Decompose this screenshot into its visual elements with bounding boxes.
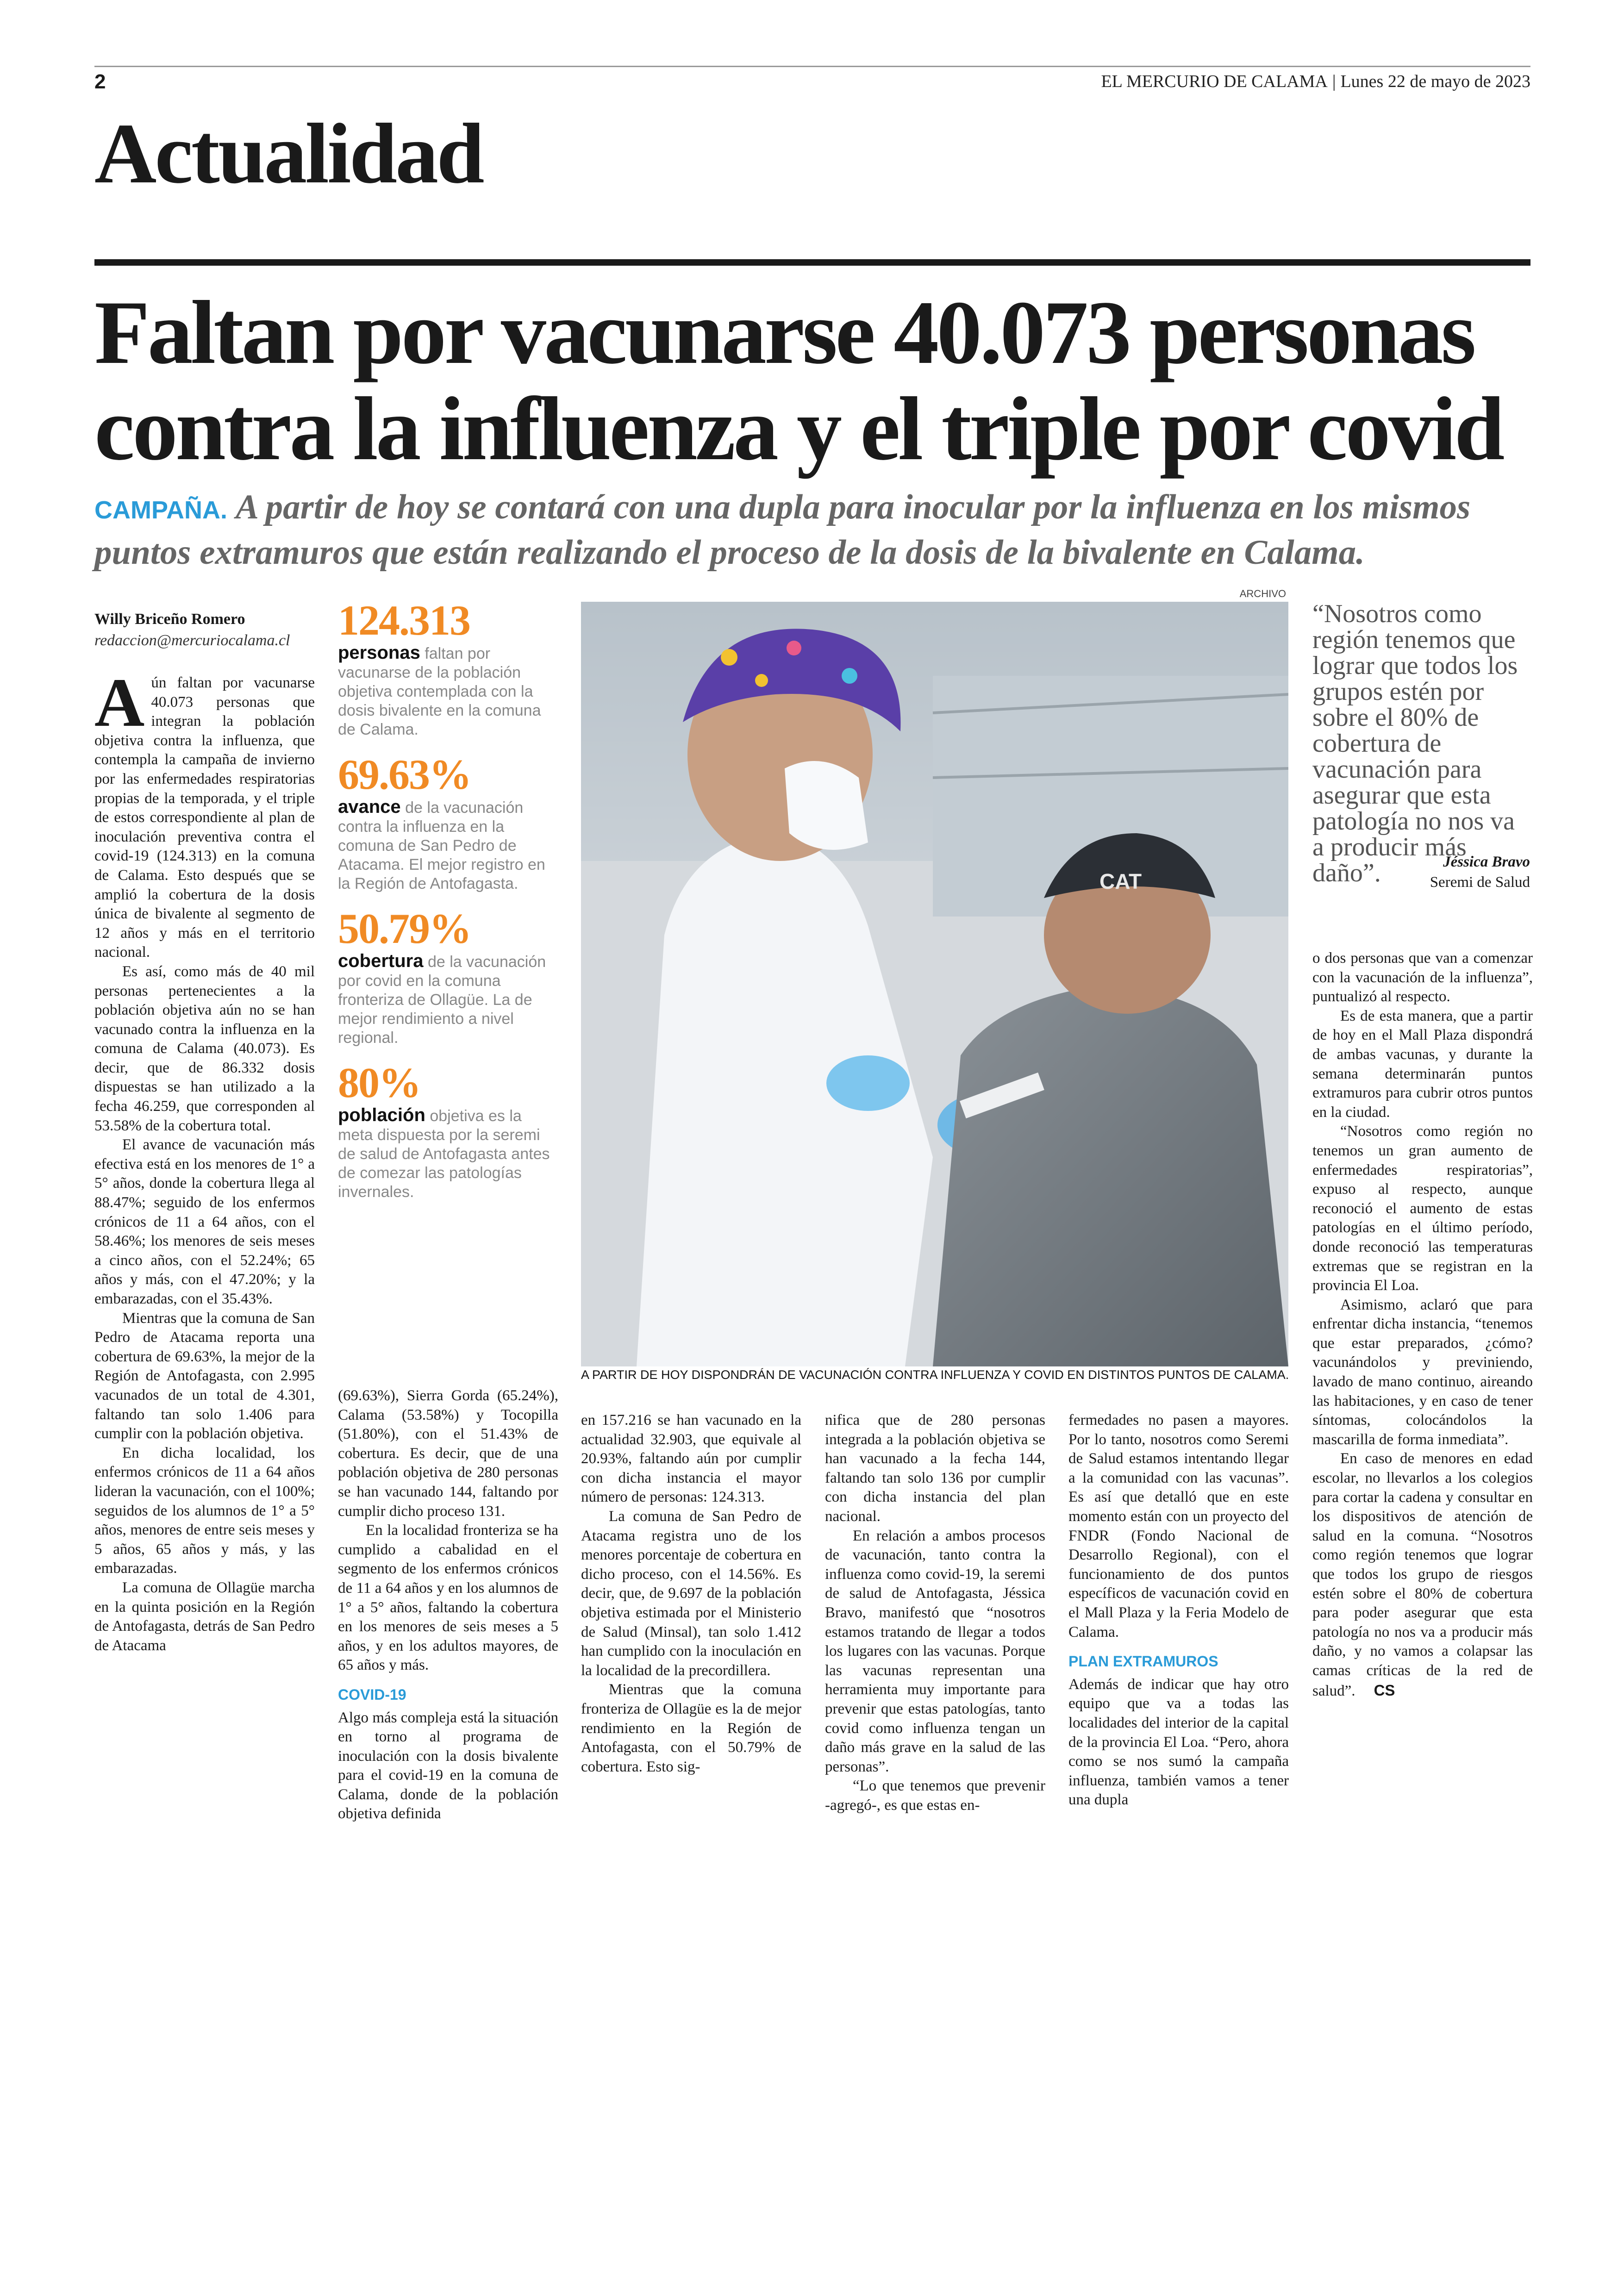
body-paragraph: Además de indicar que hay otro equipo que va a todas las localidades del interior de la capital de la provincia El Loa. “Pero, ahora como se nos sumó la campaña influenza, también vamos a tener una dupla — [1068, 1676, 1289, 1809]
body-column-1 — [94, 664, 315, 1655]
stat-number: 124.313 — [338, 597, 470, 644]
section-rule — [94, 259, 1530, 266]
subhead-covid: COVID-19 — [338, 1686, 406, 1703]
body-paragraph: Algo más compleja está la situación en torno al programa de inoculación con la dosis bivalente para el covid-19 en la comuna de Calama, donde de la población objetiva definida — [338, 1709, 558, 1822]
body-paragraph: o dos personas que van a comenzar con la vacunación de la influenza”, puntualizó al respecto. — [1312, 950, 1533, 1005]
stat-description: cobertura de la vacunación por covid en la comuna fronteriza de Ollagüe. La de mejor rendimiento a nivel regional. — [338, 951, 546, 1047]
body-paragraph: nifica que de 280 personas integrada a la población objetiva se han vacunado a la fecha 144, faltando tan solo 136 por cumplir con dicha instancia del plan nacional. — [825, 1412, 1045, 1525]
body-paragraph: Aún faltan por vacunarse 40.073 personas que integran la población objetiva contra la influenza, que contempla la campaña de invierno por las enfermedades respiratorias propias de la temporada, y el triple de estos correspondiente al plan de inoculación preventiva contra el covid-19 (124.313) en la comuna de Calama. Esto después que se amplió la cobertura de la dosis única de bivalente al segmento de 12 años y más en el territorio nacional. — [94, 664, 315, 961]
headline-line-2: contra la influenza y el triple por covid — [94, 379, 1503, 479]
newspaper-name: EL MERCURIO DE CALAMA — [1101, 72, 1328, 91]
lead-paragraph — [94, 486, 1530, 574]
stat-item — [338, 905, 556, 1048]
body-column-5 — [1068, 1411, 1289, 1810]
body-paragraph: En relación a ambos procesos de vacunación, tanto contra la influenza como covid-19, la seremi de salud de Antofagasta, Jéssica Bravo, manifestó que “nosotros estamos tratando de llegar a todos los lugares con las vacunas. Porque las vacunas representan una herramienta muy importante para prevenir que estas patologías, tanto covid como influenza tengan un daño más grave en la salud de las personas”. — [825, 1527, 1045, 1775]
stat-item — [338, 1060, 556, 1202]
headline-line-1: Faltan por vacunarse 40.073 personas — [94, 282, 1474, 383]
stat-number: 80% — [338, 1059, 420, 1106]
pull-quote: “Nosotros como región tenemos que lograr que todos los grupos estén por sobre el 80% de cobertura de vacunación para asegurar que esta patología no nos va a producir más daño”. — [1312, 599, 1518, 887]
body-paragraph: Mientras que la comuna fronteriza de Ollagüe es la de mejor rendimiento en la Región de Antofagasta, con el 50.79% de cobertura. Esto sig- — [581, 1681, 801, 1775]
author-name: Willy Briceño Romero — [94, 611, 245, 628]
body-paragraph: En caso de menores en edad escolar, no llevarlos a los colegios para cortar la cadena y consultar en los dispositivos de atención de salud en la comuna. “Nosotros como región tenemos que lograr que todos los grupo de riesgos estén sobre el 80% de cobertura para poder asegurar que esta patología no nos va a producir más daño, y no vamos a colapsar las camas críticas de la red de salud”. CS — [1312, 1450, 1533, 1699]
body-paragraph: en 157.216 se han vacunado en la actualidad 32.903, que equivale al 20.93%, faltando aún por cumplir con dicha instancia el mayor número de personas: 124.313. — [581, 1412, 801, 1506]
news-photo — [581, 602, 1288, 1366]
body-paragraph: En dicha localidad, los enfermos crónicos de 11 a 64 años lideran la vacunación, con el 100%; seguidos de los alumnos de 1° a 5° años, menores de entre seis meses y 5 años, 65 años y más, y las embarazadas. — [94, 1444, 315, 1577]
stat-number: 50.79% — [338, 905, 471, 952]
body-column-2 — [338, 1386, 558, 1824]
vaccination-photo-illustration — [581, 602, 1288, 1366]
body-paragraph: Mientras que la comuna de San Pedro de Atacama reporta una cobertura de 69.63%, la mejor de la Región de Antofagasta, con 2.995 vacunados de un total de 4.301, faltando tan solo 1.406 para cumplir con la población objetiva. — [94, 1310, 315, 1442]
body-paragraph: En la localidad fronteriza se ha cumplido a cabalidad en el segmento de los enfermos crónicos de 11 a 64 años y en los alumnos de 1° a 5° años, faltando la cobertura en los menores de seis meses a 5 años, y en los adultos mayores, de 65 años y más. — [338, 1522, 558, 1674]
body-paragraph: La comuna de San Pedro de Atacama registra uno de los menores porcentaje de cobertura en dicho proceso, con el 14.56%. Es decir, que, de 9.697 de la población objetiva estimada por el Ministerio de Salud (Minsal), tan solo 1.412 han cumplido con la inoculación en la localidad de la precordillera. — [581, 1508, 801, 1679]
photo-credit: ARCHIVO — [1239, 588, 1286, 599]
section-title: Actualidad — [94, 106, 483, 201]
lead-text: A partir de hoy se contará con una dupla para inocular por la influenza en los mismos puntos extramuros que están realizando el proceso de la dosis de la bivalente en Calama. — [94, 488, 1471, 572]
body-paragraph: (69.63%), Sierra Gorda (65.24%), Calama (53.58%) y Tocopilla (51.80%), con el 51.43% de cobertura. Es decir, que de una población objetiva de 280 personas se han vacunado 144, faltando por cumplir dicho proceso 131. — [338, 1387, 558, 1520]
body-paragraph: fermedades no pasen a mayores. Por lo tanto, nosotros como Seremi de Salud estamos intentando llegar a la comunidad con las vacunas”. Es así que detalló que en este momento están con un proyecto del FNDR (Fondo Nacional de Desarrollo Regional), con el funcionamiento de dos puntos específicos de vacunación covid en el Mall Plaza y la Feria Modelo de Calama. — [1068, 1412, 1289, 1640]
stat-description: población objetiva es la meta dispuesta por la seremi de salud de Antofagasta antes de comezar las patologías invernales. — [338, 1105, 550, 1201]
quote-author-role: Seremi de Salud — [1430, 874, 1530, 891]
masthead-separator: | — [1332, 72, 1336, 91]
top-rule — [94, 66, 1530, 67]
author-email: redaccion@mercuriocalama.cl — [94, 632, 290, 649]
dropcap: A — [94, 664, 145, 741]
stat-number: 69.63% — [338, 751, 471, 798]
masthead — [1101, 71, 1530, 92]
byline — [94, 609, 317, 651]
page-number: 2 — [94, 70, 106, 93]
body-column-3 — [581, 1411, 801, 1777]
body-paragraph: Es así, como más de 40 mil personas pertenecientes a la población objetiva aún no se han vacunado contra la influenza en la comuna de Calama (40.073). Es decir, que de 86.332 dosis dispuestas se han utilizado a la fecha 46.259, que corresponden al 53.58% de la cobertura total. — [94, 963, 315, 1134]
body-paragraph: El avance de vacunación más efectiva está en los menores de 1° a 5° años, donde la cobertura llega al 88.47%; seguido de los enfermos crónicos de 11 a 64 años, con el 58.46%; los menores de seis meses a cinco años, con el 52.24%; 65 años y más, con el 47.20%; y la embarazadas, con el 35.43%. — [94, 1136, 315, 1307]
body-column-6 — [1312, 949, 1533, 1701]
end-mark: CS — [1374, 1681, 1395, 1699]
body-paragraph: “Nosotros como región no tenemos un gran aumento de enfermedades respiratorias”, expuso al respecto, aunque reconoció el aumento de estas patologías en el último período, donde reconoció las temperaturas extremas que se registran en la provincia El Loa. — [1312, 1123, 1533, 1294]
body-column-4 — [825, 1411, 1045, 1815]
photo-caption: A PARTIR DE HOY DISPONDRÁN DE VACUNACIÓN CONTRA INFLUENZA Y COVID EN DISTINTOS PUNTOS DE CALAMA. — [581, 1368, 1289, 1382]
stat-description: avance de la vacunación contra la influenza en la comuna de San Pedro de Atacama. El mejor registro en la Región de Antofagasta. — [338, 797, 545, 892]
kicker: CAMPAÑA. — [94, 496, 227, 524]
body-paragraph: Es de esta manera, que a partir de hoy en el Mall Plaza dispondrá de ambas vacunas, y durante la semana determinarán puntos extramuros para cubrir otros puntos en la ciudad. — [1312, 1007, 1533, 1121]
stats-sidebar — [338, 597, 556, 1214]
subhead-plan-extramuros: PLAN EXTRAMUROS — [1068, 1653, 1218, 1670]
issue-date: Lunes 22 de mayo de 2023 — [1340, 72, 1530, 91]
body-paragraph: Asimismo, aclaró que para enfrentar dicha instancia, “tenemos que estar preparados, ¿cómo? vacunándolos y previniendo, lavado de mano continuo, aireando las habitaciones, y en caso de tener síntomas, colocándolos la mascarilla de forma inmediata”. — [1312, 1296, 1533, 1448]
body-paragraph: La comuna de Ollagüe marcha en la quinta posición en la Región de Antofagasta, detrás de San Pedro de Atacama — [94, 1579, 315, 1654]
body-paragraph: “Lo que tenemos que prevenir -agregó-, es que estas en- — [825, 1777, 1045, 1814]
quote-author: Jéssica Bravo — [1443, 854, 1530, 870]
headline — [94, 282, 1548, 479]
quote-attribution — [1312, 852, 1530, 892]
stat-description: personas faltan por vacunarse de la población objetiva contemplada con la dosis bivalente en la comuna de Calama. — [338, 642, 541, 738]
stat-item — [338, 751, 556, 893]
cap-text: CAT — [1099, 869, 1142, 893]
stat-item — [338, 597, 556, 739]
